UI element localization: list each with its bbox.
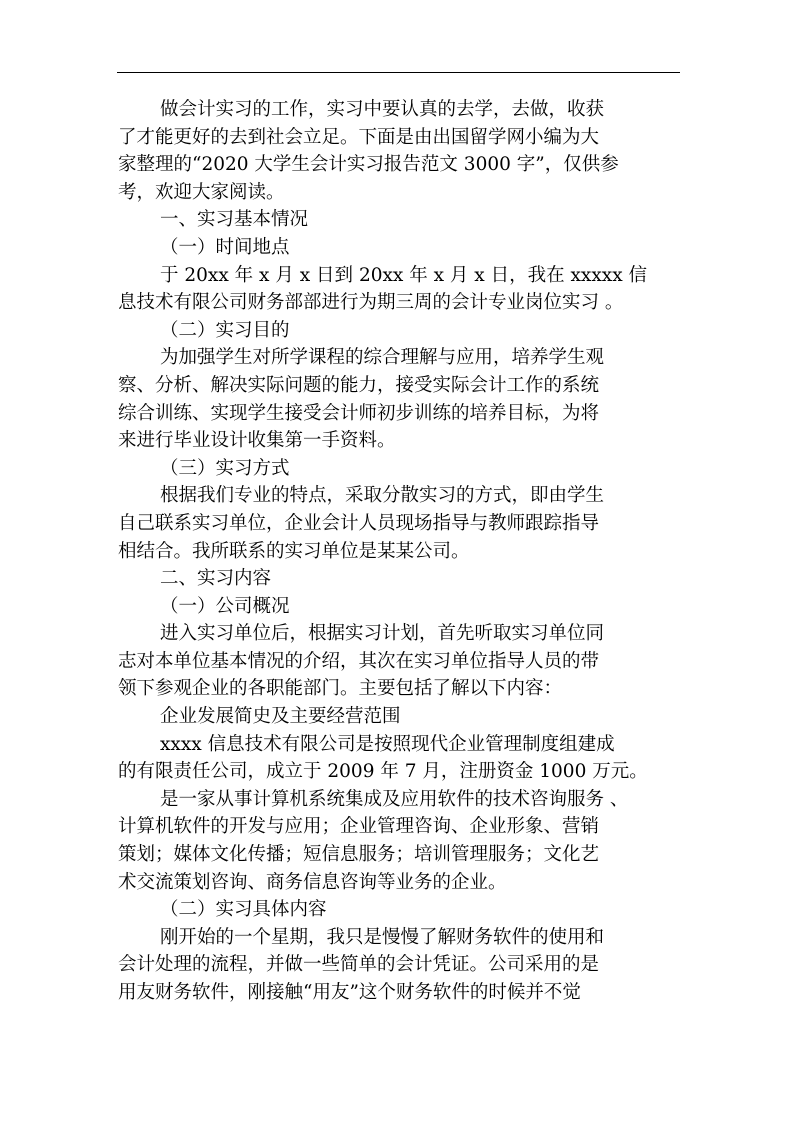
text-line: 息技术有限公司财务部部进行为期三周的会计专业岗位实习 。 [118, 292, 624, 314]
text-line: 为加强学生对所学课程的综合理解与应用，培养学生观 [160, 347, 605, 369]
text-line: 术交流策划咨询、商务信息咨询等业务的企业。 [118, 871, 507, 893]
text-line: （二）实习具体内容 [160, 899, 327, 921]
text-line: 志对本单位基本情况的介绍，其次在实习单位指导人员的带 [118, 650, 600, 672]
header-rule [117, 72, 680, 73]
text-line: 会计处理的流程，并做一些简单的会计凭证。公司采用的是 [118, 954, 600, 976]
text-line: 的有限责任公司，成立于 2009 年 7 月，注册资金 1000 万元。 [118, 761, 648, 783]
text-line: 根据我们专业的特点，采取分散实习的方式，即由学生 [160, 485, 605, 507]
text-line: （一）公司概况 [160, 595, 290, 617]
text-line: 进入实习单位后，根据实习计划，首先听取实习单位同 [160, 623, 605, 645]
text-line: xxxx 信息技术有限公司是按照现代企业管理制度组建成 [160, 733, 615, 755]
text-line: （三）实习方式 [160, 457, 290, 479]
text-line: 策划；媒体文化传播；短信息服务；培训管理服务；文化艺 [118, 844, 600, 866]
text-line: 企业发展简史及主要经营范围 [160, 706, 401, 728]
text-line: 考，欢迎大家阅读。 [118, 181, 285, 203]
text-line: 一、实习基本情况 [160, 209, 309, 231]
text-line: 是一家从事计算机系统集成及应用软件的技术咨询服务 、 [160, 788, 629, 810]
text-line: 家整理的“2020 大学生会计实习报告范文 3000 字”，仅供参 [118, 154, 619, 176]
text-line: 领下参观企业的各职能部门。主要包括了解以下内容： [118, 678, 563, 700]
text-line: 来进行毕业设计收集第一手资料。 [118, 430, 396, 452]
text-line: 计算机软件的开发与应用；企业管理咨询、企业形象、营销 [118, 816, 600, 838]
text-line: 于 20xx 年 x 月 x 日到 20xx 年 x 月 x 日，我在 xxxxx 信 [160, 264, 648, 286]
text-line: 自己联系实习单位，企业会计人员现场指导与教师跟踪指导 [118, 512, 600, 534]
text-line: 二、实习内容 [160, 568, 272, 590]
text-line: 相结合。我所联系的实习单位是某某公司。 [118, 540, 470, 562]
text-line: 用友财务软件，刚接触“用友”这个财务软件的时候并不觉 [118, 982, 581, 1003]
text-line: （一）时间地点 [160, 236, 290, 258]
document-body [118, 96, 688, 1007]
text-line: 综合训练、实现学生接受会计师初步训练的培养目标，为将 [118, 402, 600, 424]
text-line: 刚开始的一个星期，我只是慢慢了解财务软件的使用和 [160, 926, 605, 948]
text-line: （二）实习目的 [160, 319, 290, 341]
text-line: 做会计实习的工作，实习中要认真的去学，去做，收获 [160, 99, 605, 120]
text-line: 了才能更好的去到社会立足。下面是由出国留学网小编为大 [118, 126, 600, 148]
text-line: 察、分析、解决实际问题的能力，接受实际会计工作的系统 [118, 374, 600, 396]
